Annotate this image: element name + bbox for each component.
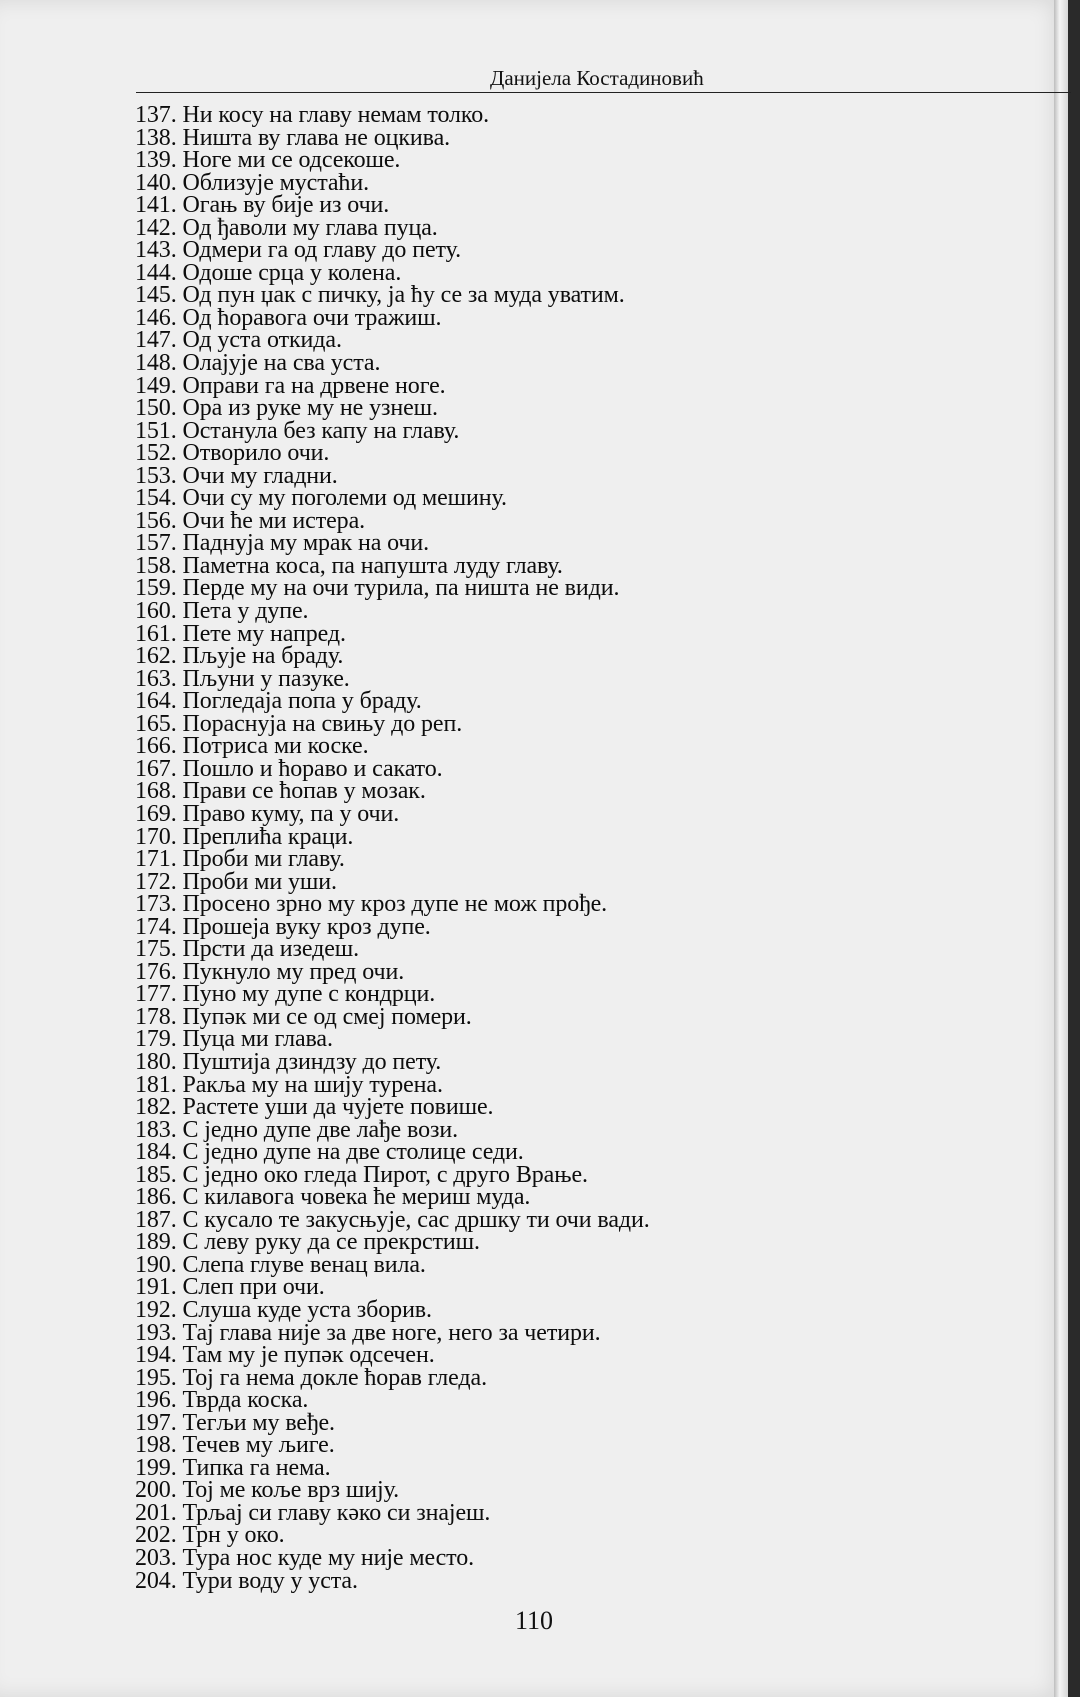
proverb-entry: 167. Пошло и ћораво и сакато. [135, 755, 443, 782]
proverb-entry: 190. Слепа глуве венац вила. [135, 1251, 426, 1278]
proverb-entry: 176. Пукнуло му пред очи. [135, 958, 405, 985]
proverb-entry: 156. Очи ће ми истера. [135, 507, 366, 534]
proverb-entry: 178. Пупәк ми се од смеј помери. [135, 1003, 472, 1030]
proverb-entry: 197. Тегљи му веђе. [135, 1409, 335, 1436]
proverb-entry: 191. Слеп при очи. [135, 1274, 325, 1301]
proverb-entry: 146. Од ћоравога очи тражиш. [135, 304, 442, 331]
proverb-entry: 170. Преплића краци. [135, 823, 354, 850]
proverb-entry: 144. Одоше срца у колена. [135, 259, 402, 286]
proverb-entry: 151. Останула без капу на главу. [135, 417, 460, 444]
proverb-entry: 189. С леву руку да се прекрстиш. [135, 1229, 480, 1256]
proverb-entry: 172. Проби ми уши. [135, 868, 337, 895]
proverb-entry: 200. Тој ме коље врз шију. [135, 1477, 400, 1504]
proverb-entry: 186. С килавога човека ће мериш муда. [135, 1184, 531, 1211]
proverb-entry: 158. Паметна коса, па напушта луду главу. [135, 552, 563, 579]
proverb-entry: 179. Пуца ми глава. [135, 1026, 333, 1053]
proverb-entry: 184. С једно дупе на две столице седи. [135, 1139, 524, 1166]
page-edge [1054, 0, 1068, 1697]
proverb-entry: 140. Облизује мустаћи. [135, 169, 369, 196]
proverb-entry: 203. Тура нос куде му није место. [135, 1545, 475, 1571]
proverb-entry: 174. Прошеја вуку кроз дупе. [135, 913, 431, 940]
proverb-entry: 148. Олајује на сва уста. [135, 350, 381, 377]
proverb-entry: 150. Ора из руке му не узнеш. [135, 395, 438, 422]
proverb-entry: 163. Пљуни у пазуке. [135, 665, 350, 692]
proverb-entry: 199. Типка га нема. [135, 1454, 331, 1481]
proverb-entry: 169. Право куму, па у очи. [135, 800, 400, 827]
proverb-entry: 161. Пете му напред. [135, 620, 346, 647]
proverb-entry: 166. Потриса ми коске. [135, 733, 369, 760]
proverb-entry: 187. С кусало те закусњује, сас дршку ти очи вади. [135, 1206, 650, 1233]
proverb-entry: 157. Паднуја му мрак на очи. [135, 530, 430, 557]
proverb-entry: 162. Пљује на браду. [135, 643, 344, 670]
proverb-entry: 142. Од ђаволи му глава пуца. [135, 214, 438, 241]
proverb-entry: 137. Ни косу на главу немам толко. [135, 102, 490, 128]
header-rule [136, 92, 1071, 93]
proverb-entry: 195. Тој га нема докле ћорав гледа. [135, 1364, 487, 1391]
proverb-entry: 147. Од уста откида. [135, 327, 342, 354]
proverb-entry: 145. Од пун џак с пичку, ја ћу се за муда уватим. [135, 282, 625, 309]
proverb-entry: 159. Перде му на очи турила, па ништа не види. [135, 575, 620, 602]
running-header: Данијела Костадиновић [490, 66, 704, 90]
proverb-entry: 154. Очи су му поголеми од мешину. [135, 485, 507, 512]
proverb-entry: 149. Оправи га на дрвене ноге. [135, 372, 446, 399]
proverb-entry: 164. Погледаја попа у браду. [135, 688, 422, 715]
proverb-entry: 177. Пуно му дупе с кондрци. [135, 981, 436, 1008]
proverb-entry: 143. Одмери га од главу до пету. [135, 237, 461, 264]
proverb-entry: 201. Трљај си главу кәко си знајеш. [135, 1499, 491, 1526]
proverb-entry: 185. С једно око гледа Пирот, с друго Врање. [135, 1161, 588, 1188]
proverb-entry: 175. Прсти да изедеш. [135, 936, 360, 963]
proverb-entry: 198. Течев му љиге. [135, 1432, 335, 1459]
proverb-entry: 193. Тај глава није за две ноге, него за четири. [135, 1319, 601, 1346]
proverb-entry: 180. Пуштија дзиндзу до пету. [135, 1048, 442, 1075]
proverb-entry: 202. Трн у око. [135, 1522, 285, 1549]
proverb-entry: 138. Ништа ву глава не оцкива. [135, 124, 451, 151]
page-number: 110 [514, 1606, 554, 1635]
proverb-entry: 168. Прави се ћопав у мозак. [135, 778, 426, 805]
proverb-entry: 171. Проби ми главу. [135, 846, 345, 873]
proverb-entry: 182. Растете уши да чујете повише. [135, 1094, 494, 1121]
proverb-entry: 204. Тури воду у уста. [135, 1567, 358, 1594]
proverb-entry: 173. Просено зрно му кроз дупе не мож прође. [135, 891, 608, 918]
proverb-entry: 192. Слуша куде уста зборив. [135, 1296, 432, 1323]
proverb-entry: 194. Там му је пупәк одсечен. [135, 1342, 435, 1369]
proverb-entry: 153. Очи му гладни. [135, 462, 338, 489]
proverb-entry: 139. Ноге ми се одсекоше. [135, 147, 401, 174]
proverb-entry: 160. Пета у дупе. [135, 598, 309, 625]
proverb-entry: 141. Огањ ву бије из очи. [135, 192, 390, 219]
proverb-entry: 196. Тврда коска. [135, 1387, 309, 1414]
proverb-entry: 165. Пораснуја на свињу до реп. [135, 710, 463, 737]
proverb-entry: 152. Отворило очи. [135, 440, 330, 467]
proverb-entry: 181. Ракља му на шију турена. [135, 1071, 443, 1098]
proverb-entry: 183. С једно дупе две лађе вози. [135, 1116, 458, 1143]
proverb-list [135, 104, 650, 1592]
